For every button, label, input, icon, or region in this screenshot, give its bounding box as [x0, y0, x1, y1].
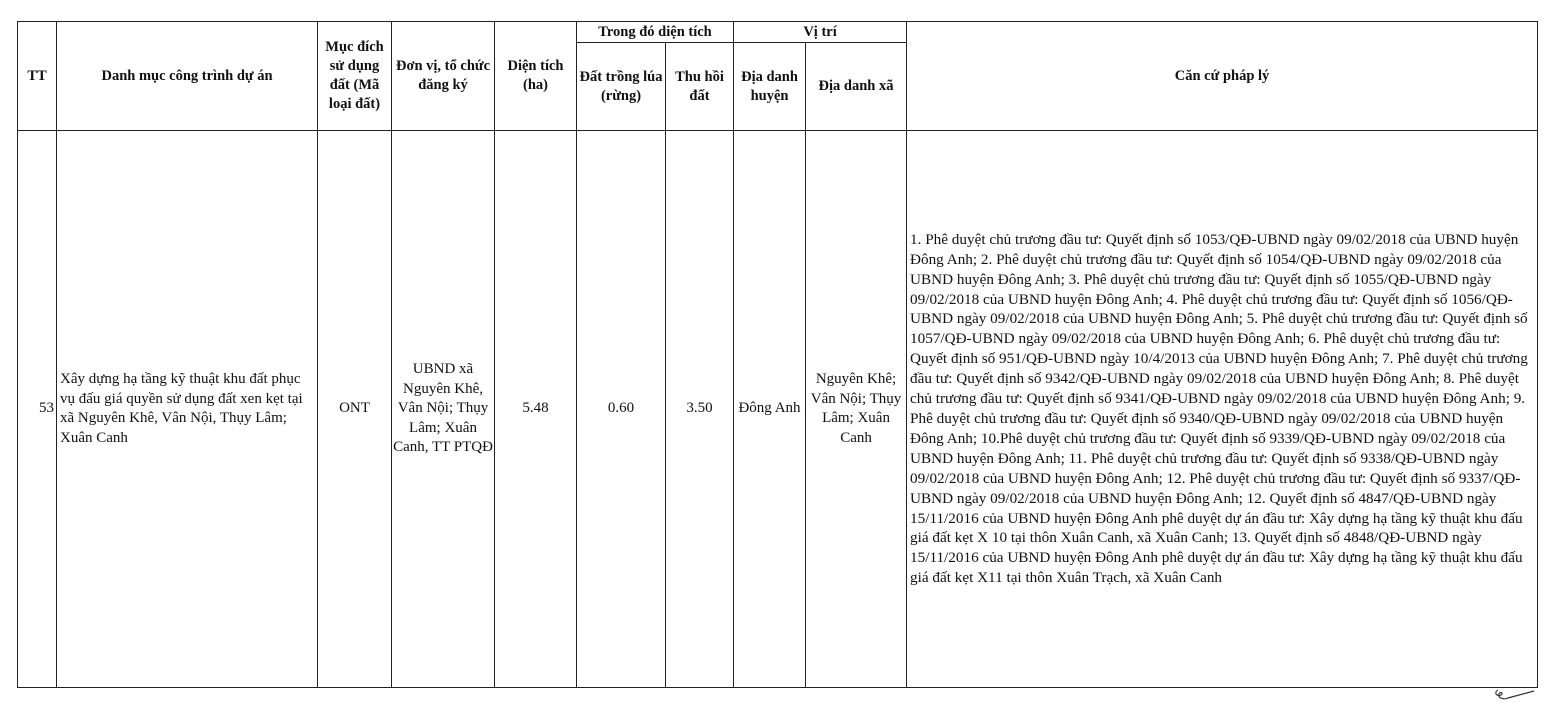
row-area: 5.48 [495, 131, 577, 688]
header-area: Diện tích (ha) [495, 22, 577, 131]
header-row-1 [18, 22, 1538, 43]
initials-mark [1488, 686, 1538, 704]
row-land-purpose: ONT [318, 131, 392, 688]
row-registering-unit: UBND xã Nguyên Khê, Vân Nội; Thụy Lâm; Xuân Canh, TT PTQĐ [392, 131, 495, 688]
header-location: Vị trí [734, 22, 907, 43]
row-project-name: Xây dựng hạ tầng kỹ thuật khu đất phục vụ đấu giá quyền sử dụng đất xen kẹt tại xã Nguyên Khê, Vân Nội, Thụy Lâm; Xuân Canh [57, 131, 318, 688]
header-land-recovered: Thu hồi đất [666, 43, 734, 131]
row-land-recovered: 3.50 [666, 131, 734, 688]
header-registering-unit: Đơn vị, tổ chức đăng ký [392, 22, 495, 131]
row-rice-land: 0.60 [577, 131, 666, 688]
header-district: Địa danh huyện [734, 43, 806, 131]
land-use-table [17, 21, 1538, 688]
header-of-which-area: Trong đó diện tích [577, 22, 734, 43]
header-commune: Địa danh xã [806, 43, 907, 131]
table-row [18, 131, 1538, 688]
row-district: Đông Anh [734, 131, 806, 688]
header-legal-basis: Căn cứ pháp lý [907, 22, 1538, 131]
header-rice-land: Đất trồng lúa (rừng) [577, 43, 666, 131]
row-legal-basis: 1. Phê duyệt chủ trương đầu tư: Quyết định số 1053/QĐ-UBND ngày 09/02/2018 của UBND huyện Đông Anh; 2. Phê duyệt chủ trương đầu tư: Quyết định số 1054/QĐ-UBND ngày 09/02/2018 của UBND huyện Đông Anh; 3. Phê duyệt chủ trương đầu tư: Quyết định số 1055/QĐ-UBND ngày 09/02/2018 của UBND huyện Đông Anh; 4. Phê duyệt chủ trương đầu tư: Quyết định số 1056/QĐ-UBND ngày 09/02/2018 của UBND huyện Đông Anh; 5. Phê duyệt chủ trương đầu tư: Quyết định số 1057/QĐ-UBND ngày 09/02/2018 của UBND huyện Đông Anh; 6. Phê duyệt chủ trương đầu tư: Quyết định số 951/QĐ-UBND ngày 10/4/2013 của UBND huyện Đông Anh; 7. Phê duyệt chủ trương đầu tư: Quyết định số 9342/QĐ-UBND ngày 09/02/2018 của UBND huyện Đông Anh; 8. Phê duyệt chủ trương đầu tư: Quyết định số 9341/QĐ-UBND ngày 09/02/2018 của UBND huyện Đông Anh; 9. Phê duyệt chủ trương đầu tư: Quyết định số 9340/QĐ-UBND ngày 09/02/2018 của UBND huyện Đông Anh; 10.Phê duyệt chủ trương đầu tư: Quyết định số 9339/QĐ-UBND ngày 09/02/2018 của UBND huyện Đông Anh; 11. Phê duyệt chủ trương đầu tư: Quyết định số 9338/QĐ-UBND ngày 09/02/2018 của UBND huyện Đông Anh; 12. Phê duyệt chủ trương đầu tư: Quyết định số 9337/QĐ-UBND ngày 09/02/2018 của UBND huyện Đông Anh; 12. Quyết định số 4847/QĐ-UBND ngày 15/11/2016 của UBND huyện Đông Anh phê duyệt dự án đầu tư: Xây dựng hạ tầng kỹ thuật khu đấu giá đất kẹt X 10 tại thôn Xuân Canh, xã Xuân Canh; 13. Quyết định số 4848/QĐ-UBND ngày 15/11/2016 của UBND huyện Đông Anh phê duyệt dự án đầu tư: Xây dựng hạ tầng kỹ thuật khu đấu giá đất kẹt X11 tại thôn Xuân Trạch, xã Xuân Canh [907, 131, 1538, 688]
row-tt: 53 [18, 131, 57, 688]
header-project: Danh mục công trình dự án [57, 22, 318, 131]
header-tt: TT [18, 22, 57, 131]
row-commune: Nguyên Khê; Vân Nội; Thụy Lâm; Xuân Canh [806, 131, 907, 688]
header-land-purpose: Mục đích sử dụng đất (Mã loại đất) [318, 22, 392, 131]
